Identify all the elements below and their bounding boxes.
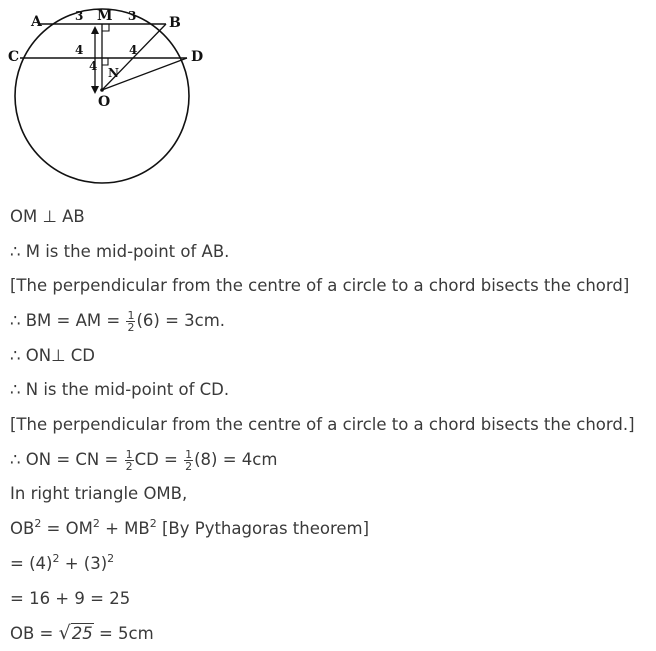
line-on-perp-cd: ∴ ON⊥ CD bbox=[10, 346, 95, 365]
right-angle-m bbox=[102, 24, 109, 31]
line-bm-am bbox=[10, 310, 225, 333]
circle-chords-diagram bbox=[0, 0, 230, 190]
text: + MB bbox=[99, 519, 150, 538]
denominator: 2 bbox=[127, 321, 135, 334]
segment-ob bbox=[102, 24, 166, 90]
text: OB bbox=[10, 519, 35, 538]
line-n-midpoint: ∴ N is the mid-point of CD. bbox=[10, 380, 230, 399]
length-cn: 4 bbox=[75, 43, 84, 57]
line-m-midpoint: ∴ M is the mid-point of AB. bbox=[10, 242, 230, 261]
label-d: D bbox=[191, 49, 204, 65]
radicand: 25 bbox=[71, 624, 93, 643]
label-n: N bbox=[108, 66, 119, 80]
text: + (3) bbox=[59, 554, 108, 573]
length-nd: 4 bbox=[129, 43, 138, 57]
text: ∴ ON = CN = bbox=[10, 450, 124, 469]
denominator: 2 bbox=[185, 460, 193, 473]
label-b: B bbox=[169, 15, 181, 31]
length-om: 4 bbox=[89, 59, 98, 73]
exponent: 2 bbox=[34, 517, 42, 530]
label-m: M bbox=[97, 8, 113, 24]
exponent: 2 bbox=[92, 517, 100, 530]
text: OB = bbox=[10, 624, 59, 643]
line-on-cn bbox=[10, 449, 277, 472]
label-c: C bbox=[8, 49, 20, 65]
line-sum: = 16 + 9 = 25 bbox=[10, 589, 131, 608]
line-om-perp-ab: OM ⊥ AB bbox=[10, 207, 85, 226]
text: ∴ BM = AM = bbox=[10, 311, 126, 330]
line-reason-1: [The perpendicular from the centre of a circle to a chord bisects the chord] bbox=[10, 276, 630, 295]
numerator: 1 bbox=[127, 309, 135, 322]
centre-point bbox=[100, 88, 104, 92]
sqrt-icon: √ bbox=[58, 622, 71, 644]
arrow-head-down bbox=[91, 86, 99, 94]
exponent: 2 bbox=[52, 552, 60, 565]
text: [By Pythagoras theorem] bbox=[156, 519, 370, 538]
text: CD = bbox=[134, 450, 184, 469]
fraction bbox=[125, 449, 134, 472]
line-right-triangle: In right triangle OMB, bbox=[10, 484, 188, 503]
arrow-head-up bbox=[91, 26, 99, 34]
text: = OM bbox=[41, 519, 93, 538]
text: = 5cm bbox=[93, 624, 154, 643]
length-am: 3 bbox=[75, 9, 84, 23]
numerator: 1 bbox=[125, 448, 133, 461]
fraction bbox=[126, 310, 135, 333]
denominator: 2 bbox=[125, 460, 133, 473]
line-substitution bbox=[10, 554, 114, 574]
right-angle-n bbox=[102, 58, 108, 65]
fraction bbox=[184, 449, 193, 472]
text: = (4) bbox=[10, 554, 53, 573]
label-o: O bbox=[98, 94, 111, 110]
line-pythagoras bbox=[10, 519, 369, 539]
numerator: 1 bbox=[185, 448, 193, 461]
text: (8) = 4cm bbox=[194, 450, 278, 469]
text: (6) = 3cm. bbox=[136, 311, 226, 330]
length-mb: 3 bbox=[128, 9, 137, 23]
label-a: A bbox=[31, 14, 42, 30]
line-result bbox=[10, 623, 154, 644]
line-reason-2: [The perpendicular from the centre of a circle to a chord bisects the chord.] bbox=[10, 415, 635, 434]
exponent: 2 bbox=[149, 517, 157, 530]
exponent: 2 bbox=[107, 552, 115, 565]
